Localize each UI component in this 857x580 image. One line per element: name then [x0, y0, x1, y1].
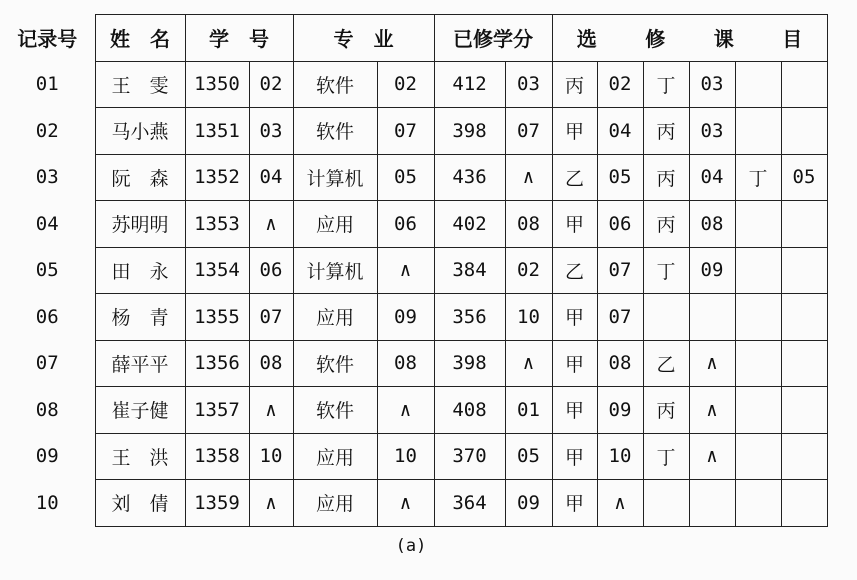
student-no-cell: 1356	[185, 340, 249, 387]
course-2-pointer-cell	[689, 480, 735, 527]
course-2-pointer-cell: 08	[689, 201, 735, 248]
course-2-cell: 丙	[643, 387, 689, 434]
table-row	[0, 61, 827, 108]
student-no-cell: 1350	[185, 61, 249, 108]
credits-cell: 370	[434, 433, 505, 480]
table-row	[0, 294, 827, 341]
course-3-cell	[735, 61, 781, 108]
course-2-cell: 丁	[643, 61, 689, 108]
course-3-pointer-cell	[781, 480, 827, 527]
student-no-pointer-cell: 08	[249, 340, 293, 387]
student-no-cell: 1359	[185, 480, 249, 527]
major-pointer-cell: 02	[377, 61, 434, 108]
course-3-cell: 丁	[735, 154, 781, 201]
student-no-pointer-cell: 10	[249, 433, 293, 480]
course-2-cell: 丁	[643, 247, 689, 294]
course-3-pointer-cell	[781, 201, 827, 248]
credits-pointer-cell: 01	[505, 387, 552, 434]
major-cell: 计算机	[293, 247, 377, 294]
table-row	[0, 108, 827, 155]
course-3-pointer-cell	[781, 387, 827, 434]
major-cell: 软件	[293, 61, 377, 108]
student-no-pointer-cell: ∧	[249, 387, 293, 434]
student-no-cell: 1352	[185, 154, 249, 201]
major-cell: 计算机	[293, 154, 377, 201]
name-cell: 苏明明	[95, 201, 185, 248]
header-name: 姓 名	[95, 15, 185, 62]
course-2-pointer-cell: 09	[689, 247, 735, 294]
credits-pointer-cell: 02	[505, 247, 552, 294]
course-3-pointer-cell	[781, 294, 827, 341]
table-row	[0, 154, 827, 201]
header-courses-char-4: 目	[782, 27, 803, 52]
credits-cell: 408	[434, 387, 505, 434]
course-3-cell	[735, 294, 781, 341]
major-pointer-cell: 09	[377, 294, 434, 341]
course-3-cell	[735, 433, 781, 480]
record-no-cell: 02	[35, 119, 59, 142]
course-1-cell: 甲	[552, 433, 597, 480]
course-3-cell	[735, 247, 781, 294]
credits-cell: 412	[434, 61, 505, 108]
course-3-pointer-cell: 05	[781, 154, 827, 201]
major-cell: 应用	[293, 294, 377, 341]
course-3-cell	[735, 108, 781, 155]
course-1-pointer-cell: 06	[597, 201, 643, 248]
student-no-cell: 1351	[185, 108, 249, 155]
record-no-cell: 08	[35, 398, 59, 421]
course-1-cell: 甲	[552, 294, 597, 341]
table-row	[0, 433, 827, 480]
course-3-pointer-cell	[781, 61, 827, 108]
course-2-cell	[643, 480, 689, 527]
name-cell: 刘 倩	[95, 480, 185, 527]
record-no-cell: 01	[35, 73, 59, 96]
credits-pointer-cell: 05	[505, 433, 552, 480]
course-1-pointer-cell: 02	[597, 61, 643, 108]
student-no-cell: 1354	[185, 247, 249, 294]
credits-cell: 356	[434, 294, 505, 341]
student-no-pointer-cell: ∧	[249, 201, 293, 248]
course-1-cell: 丙	[552, 61, 597, 108]
table-row	[0, 480, 827, 527]
course-1-pointer-cell: 04	[597, 108, 643, 155]
credits-pointer-cell: ∧	[505, 340, 552, 387]
major-pointer-cell: ∧	[377, 480, 434, 527]
course-2-cell: 乙	[643, 340, 689, 387]
header-credits: 已修学分	[434, 15, 552, 62]
major-pointer-cell: ∧	[377, 387, 434, 434]
credits-cell: 398	[434, 340, 505, 387]
credits-cell: 364	[434, 480, 505, 527]
course-3-cell	[735, 387, 781, 434]
credits-cell: 402	[434, 201, 505, 248]
course-1-cell: 甲	[552, 201, 597, 248]
credits-pointer-cell: 10	[505, 294, 552, 341]
header-courses	[552, 15, 827, 62]
course-2-pointer-cell	[689, 294, 735, 341]
major-pointer-cell: 10	[377, 433, 434, 480]
major-cell: 软件	[293, 108, 377, 155]
header-major: 专 业	[293, 15, 434, 62]
header-courses-char-3: 课	[713, 27, 734, 52]
header-courses-char-2: 修	[645, 27, 666, 52]
name-cell: 马小燕	[95, 108, 185, 155]
course-1-cell: 甲	[552, 387, 597, 434]
course-2-pointer-cell: ∧	[689, 433, 735, 480]
course-1-cell: 甲	[552, 340, 597, 387]
course-2-pointer-cell: 03	[689, 61, 735, 108]
credits-cell: 436	[434, 154, 505, 201]
student-no-cell: 1355	[185, 294, 249, 341]
course-1-cell: 甲	[552, 480, 597, 527]
course-3-cell	[735, 340, 781, 387]
major-cell: 软件	[293, 340, 377, 387]
credits-cell: 384	[434, 247, 505, 294]
course-2-pointer-cell: ∧	[689, 340, 735, 387]
credits-cell: 398	[434, 108, 505, 155]
course-3-pointer-cell	[781, 247, 827, 294]
major-pointer-cell: 08	[377, 340, 434, 387]
name-cell: 阮 森	[95, 154, 185, 201]
table-row	[0, 387, 827, 434]
record-no-cell: 05	[35, 259, 59, 282]
student-no-pointer-cell: 03	[249, 108, 293, 155]
name-cell: 田 永	[95, 247, 185, 294]
student-no-pointer-cell: 04	[249, 154, 293, 201]
course-1-pointer-cell: 07	[597, 247, 643, 294]
table-row	[0, 340, 827, 387]
name-cell: 崔子健	[95, 387, 185, 434]
header-row	[0, 15, 827, 62]
name-cell: 王 雯	[95, 61, 185, 108]
student-no-pointer-cell: 02	[249, 61, 293, 108]
table-row	[0, 247, 827, 294]
credits-pointer-cell: 07	[505, 108, 552, 155]
major-cell: 应用	[293, 433, 377, 480]
record-no-cell: 07	[35, 352, 59, 375]
major-cell: 软件	[293, 387, 377, 434]
course-2-cell: 丁	[643, 433, 689, 480]
name-cell: 薛平平	[95, 340, 185, 387]
course-1-cell: 乙	[552, 247, 597, 294]
student-no-cell: 1358	[185, 433, 249, 480]
header-courses-char-1: 选	[576, 27, 597, 52]
name-cell: 王 洪	[95, 433, 185, 480]
course-2-cell	[643, 294, 689, 341]
figure-caption: (a)	[395, 536, 427, 556]
student-no-pointer-cell: 06	[249, 247, 293, 294]
course-2-pointer-cell: ∧	[689, 387, 735, 434]
record-no-cell: 09	[35, 445, 59, 468]
course-1-pointer-cell: 07	[597, 294, 643, 341]
course-3-cell	[735, 201, 781, 248]
header-student-no: 学 号	[185, 15, 293, 62]
student-no-cell: 1353	[185, 201, 249, 248]
record-no-cell: 04	[35, 212, 59, 235]
course-1-pointer-cell: 10	[597, 433, 643, 480]
course-1-cell: 甲	[552, 108, 597, 155]
course-1-pointer-cell: ∧	[597, 480, 643, 527]
major-cell: 应用	[293, 201, 377, 248]
student-no-pointer-cell: 07	[249, 294, 293, 341]
record-no-cell: 06	[35, 305, 59, 328]
major-pointer-cell: 05	[377, 154, 434, 201]
course-2-pointer-cell: 04	[689, 154, 735, 201]
credits-pointer-cell: 08	[505, 201, 552, 248]
course-2-cell: 丙	[643, 201, 689, 248]
table-row	[0, 201, 827, 248]
student-no-cell: 1357	[185, 387, 249, 434]
student-record-table	[0, 14, 828, 527]
major-pointer-cell: 07	[377, 108, 434, 155]
course-2-cell: 丙	[643, 154, 689, 201]
course-1-pointer-cell: 09	[597, 387, 643, 434]
major-pointer-cell: 06	[377, 201, 434, 248]
major-cell: 应用	[293, 480, 377, 527]
course-1-pointer-cell: 08	[597, 340, 643, 387]
course-2-pointer-cell: 03	[689, 108, 735, 155]
record-no-cell: 03	[35, 166, 59, 189]
record-no-cell: 10	[35, 491, 59, 514]
credits-pointer-cell: 09	[505, 480, 552, 527]
course-3-pointer-cell	[781, 433, 827, 480]
course-1-cell: 乙	[552, 154, 597, 201]
credits-pointer-cell: 03	[505, 61, 552, 108]
student-no-pointer-cell: ∧	[249, 480, 293, 527]
name-cell: 杨 青	[95, 294, 185, 341]
course-3-cell	[735, 480, 781, 527]
course-1-pointer-cell: 05	[597, 154, 643, 201]
major-pointer-cell: ∧	[377, 247, 434, 294]
course-3-pointer-cell	[781, 340, 827, 387]
course-2-cell: 丙	[643, 108, 689, 155]
course-3-pointer-cell	[781, 108, 827, 155]
header-record-no: 记录号	[17, 27, 78, 52]
credits-pointer-cell: ∧	[505, 154, 552, 201]
